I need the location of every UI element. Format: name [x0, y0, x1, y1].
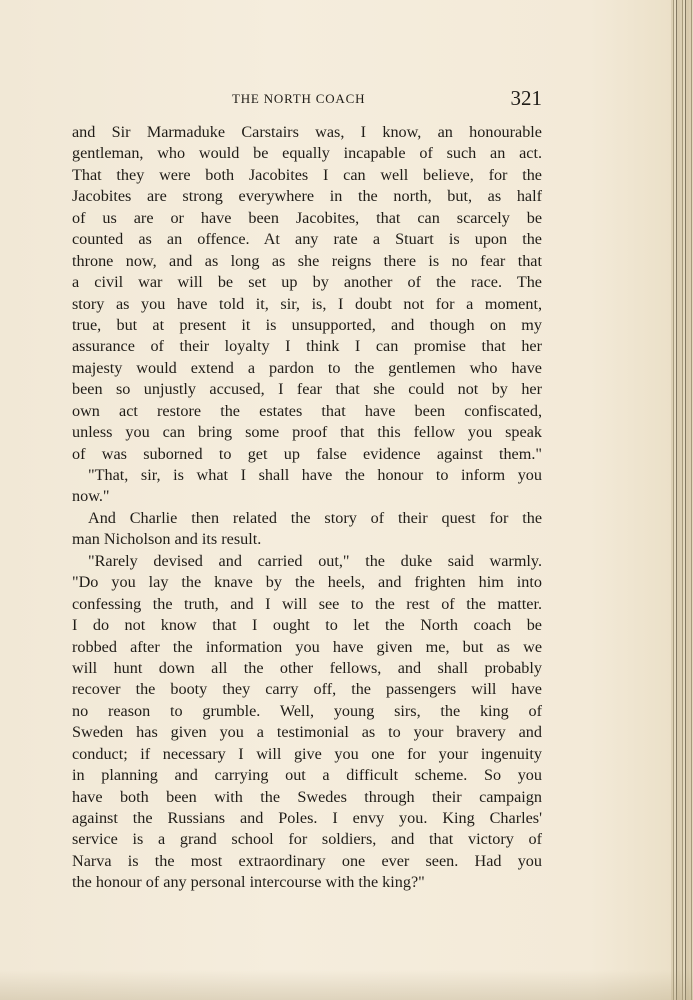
- text-line: majesty would extend a pardon to the gentlemen who have: [72, 358, 542, 377]
- text-line: assurance of their loyalty I think I can promise that her: [72, 337, 542, 356]
- text-line: Narva is the most extraordinary one ever seen. Had you: [72, 851, 542, 870]
- text-line: a civil war will be set up by another of the race. The: [72, 273, 542, 292]
- text-line: own act restore the estates that have been confiscated,: [72, 401, 542, 420]
- body-text: [72, 122, 542, 894]
- text-line: service is a grand school for soldiers, and that victory of: [72, 830, 542, 849]
- text-line: And Charlie then related the story of their quest for the: [88, 508, 542, 527]
- text-line: "That, sir, is what I shall have the honour to inform you: [88, 466, 542, 484]
- text-line: the honour of any personal intercourse with the king?": [72, 873, 425, 892]
- text-line: of us are or have been Jacobites, that can scarcely be: [72, 208, 542, 227]
- page-number: 321: [510, 86, 542, 110]
- text-line: "Do you lay the knave by the heels, and frighten him into: [72, 573, 542, 592]
- text-line: counted as an offence. At any rate a Stuart is upon the: [72, 230, 542, 249]
- page-edge-shadow: [671, 0, 693, 1000]
- text-line: and Sir Marmaduke Carstairs was, I know, an honourable: [72, 123, 542, 141]
- text-line: have both been with the Swedes through their campaign: [72, 787, 542, 806]
- text-line: now.": [72, 487, 110, 506]
- text-line: will hunt down all the other fellows, and shall probably: [72, 658, 542, 677]
- text-line: against the Russians and Poles. I envy you. King Charles': [72, 809, 542, 827]
- page-bottom-shading: [0, 970, 693, 1000]
- text-line: man Nicholson and its result.: [72, 530, 262, 549]
- text-line: in planning and carrying out a difficult scheme. So you: [72, 766, 542, 785]
- text-line: gentleman, who would be equally incapable of such an act.: [72, 144, 542, 163]
- text-line: been so unjustly accused, I fear that she could not by her: [72, 380, 542, 399]
- text-line: confessing the truth, and I will see to the rest of the matter.: [72, 594, 542, 613]
- text-line: conduct; if necessary I will give you one for your ingenuity: [72, 744, 542, 763]
- text-line: throne now, and as long as she reigns there is no fear that: [72, 251, 542, 270]
- text-line: I do not know that I ought to let the North coach be: [72, 616, 542, 635]
- text-line: true, but at present it is unsupported, and though on my: [72, 315, 542, 334]
- text-line: robbed after the information you have given me, but as we: [72, 637, 542, 656]
- text-line: story as you have told it, sir, is, I doubt not for a moment,: [72, 294, 542, 313]
- text-line: of was suborned to get up false evidence against them.": [72, 444, 542, 463]
- text-line: no reason to grumble. Well, young sirs, the king of: [72, 701, 542, 720]
- page-header: [72, 86, 542, 112]
- text-line: Jacobites are strong everywhere in the north, but, as half: [72, 187, 542, 206]
- text-line: That they were both Jacobites I can well believe, for the: [72, 165, 542, 184]
- running-head: THE NORTH COACH: [232, 91, 366, 106]
- text-line: Sweden has given you a testimonial as to your bravery and: [72, 723, 542, 742]
- text-line: recover the booty they carry off, the passengers will have: [72, 680, 542, 699]
- text-line: "Rarely devised and carried out," the duke said warmly.: [88, 551, 542, 570]
- text-line: unless you can bring some proof that this fellow you speak: [72, 423, 542, 442]
